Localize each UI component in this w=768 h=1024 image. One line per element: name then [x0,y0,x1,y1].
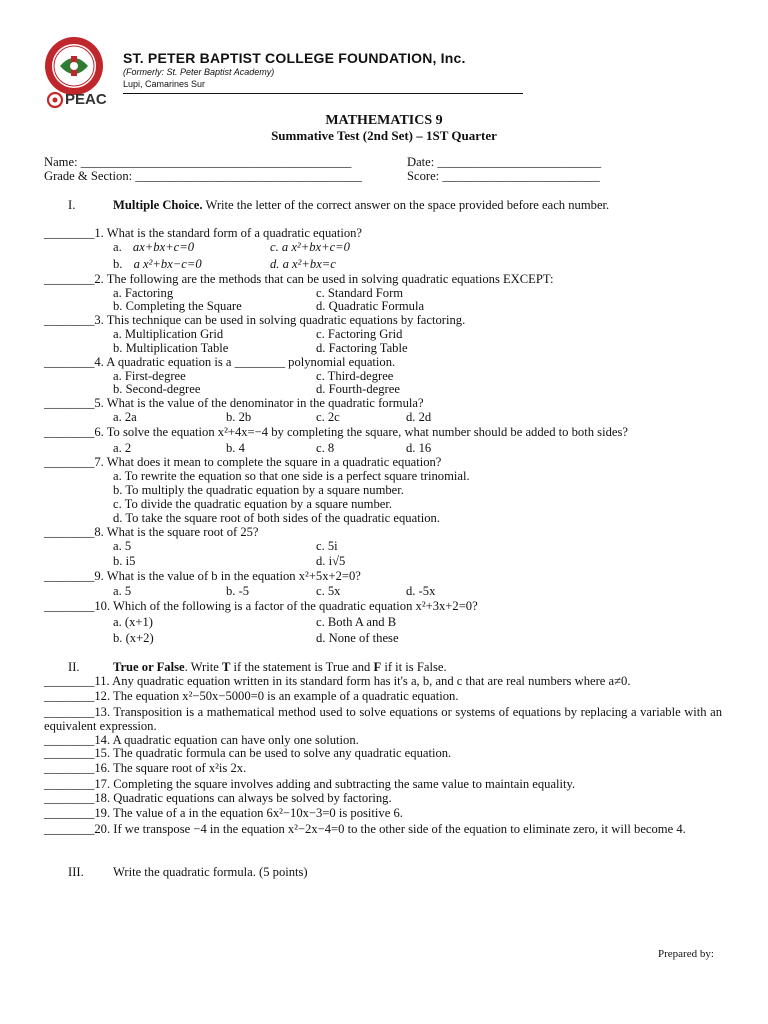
q6-choice-b: b. 4 [226,441,245,455]
q1-choice-b [113,257,202,272]
question-10: ________10. Which of the following is a factor of the quadratic equation x²+3x+2=0? [44,599,478,613]
tf-item-19: ________19. The value of a in the equation 6x²−10x−3=0 is positive 6. [44,806,403,820]
grade-section-field[interactable]: Grade & Section: ____________________________________ [44,169,362,183]
school-location: Lupi, Camarines Sur [123,79,206,89]
q9-choice-c: c. 5x [316,584,341,598]
q4-choice-d: d. Fourth-degree [316,382,400,396]
q1-choice-d: d. a x²+bx=c [270,257,336,271]
q9-choice-a: a. 5 [113,584,132,598]
part2-instruction-pre: . Write [184,660,222,674]
school-name: ST. PETER BAPTIST COLLEGE FOUNDATION, Inc. [123,50,466,66]
tf-item-13: ________13. Transposition is a mathematical method used to solve equations or systems of equations by replacing a variable with an equivalent expression. [44,705,722,733]
q10-choice-d: d. None of these [316,631,399,645]
q10-choice-c: c. Both A and B [316,615,397,629]
part1-instruction: Write the letter of the correct answer on the space provided before each number. [205,198,610,212]
question-3: ________3. This technique can be used in solving quadratic equations by factoring. [44,313,466,327]
q9-choice-b: b. -5 [226,584,250,598]
tf-item-16: ________16. The square root of x²is 2x. [44,761,247,775]
part3-number: III. [68,865,84,879]
tf-item-20: ________20. If we transpose −4 in the equation x²−2x−4=0 to the other side of the equation to eliminate zero, it will become 4. [44,822,686,836]
q2-choice-c: c. Standard Form [316,286,404,300]
test-title: Summative Test (2nd Set) – 1ST Quarter [271,128,497,143]
q1-choice-a [113,240,194,255]
date-field[interactable]: Date: __________________________ [407,155,602,169]
tf-item-15: ________15. The quadratic formula can be used to solve any quadratic equation. [44,746,452,760]
q8-choice-a: a. 5 [113,539,132,553]
question-2: ________2. The following are the methods that can be used in solving quadratic equations EXCEPT: [44,272,554,286]
q7-choice-d: d. To take the square root of both sides of the quadratic equation. [113,511,440,525]
part2-instruction-post: if it is False. [381,660,447,674]
question-9: ________9. What is the value of b in the equation x²+5x+2=0? [44,569,361,583]
part1-heading: Multiple Choice. [113,198,203,212]
former-name: (Formerly: St. Peter Baptist Academy) [123,67,275,77]
tf-item-11: ________11. Any quadratic equation written in its standard form has it's a, b, and c that are real numbers where a≠0. [44,674,631,688]
school-seal [44,36,104,96]
part2-true-letter: T [221,660,231,674]
q2-choice-b: b. Completing the Square [113,299,242,313]
part1-number: I. [68,198,76,212]
part2-false-letter: F [373,660,382,674]
q1-choice-a-letter: a. [113,240,122,254]
question-5: ________5. What is the value of the denominator in the quadratic formula? [44,396,424,410]
q5-choice-a: a. 2a [113,410,137,424]
q2-choice-a: a. Factoring [113,286,174,300]
question-1: ________1. What is the standard form of a quadratic equation? [44,226,363,240]
part3-instruction: Write the quadratic formula. (5 points) [113,865,308,879]
q7-choice-b: b. To multiply the quadratic equation by a square number. [113,483,404,497]
q1-choice-c: c. a x²+bx+c=0 [270,240,350,254]
subject-title: MATHEMATICS 9 [325,113,443,128]
q4-choice-c: c. Third-degree [316,369,394,383]
q1-choice-b-letter: b. [113,257,123,271]
question-7: ________7. What does it mean to complete the square in a quadratic equation? [44,455,442,469]
header-rule [123,93,523,94]
q3-choice-a: a. Multiplication Grid [113,327,224,341]
q5-choice-d: d. 2d [406,410,432,424]
tf-item-12: ________12. The equation x²−50x−5000=0 is an example of a quadratic equation. [44,689,459,703]
part2-number: II. [68,660,80,674]
question-4: ________4. A quadratic equation is a ________ polynomial equation. [44,355,396,369]
q5-choice-c: c. 2c [316,410,340,424]
q4-choice-a: a. First-degree [113,369,186,383]
q7-choice-a: a. To rewrite the equation so that one side is a perfect square trinomial. [113,469,470,483]
q6-choice-a: a. 2 [113,441,132,455]
q1-choice-a-equation: ax+bx+c=0 [132,240,195,254]
q5-choice-b: b. 2b [226,410,252,424]
q10-choice-a: a. (x+1) [113,615,153,629]
q3-choice-d: d. Factoring Table [316,341,408,355]
q1-choice-b-equation: a x²+bx−c=0 [133,257,202,271]
q6-choice-c: c. 8 [316,441,335,455]
peac-logo [47,91,107,108]
q10-choice-b: b. (x+2) [113,631,154,645]
tf-item-14: ________14. A quadratic equation can have only one solution. [44,733,359,747]
q8-choice-c: c. 5i [316,539,338,553]
part1-instructions [113,198,609,213]
q6-choice-d: d. 16 [406,441,432,455]
q7-choice-c: c. To divide the quadratic equation by a square number. [113,497,393,511]
name-field[interactable]: Name: ___________________________________________ [44,155,352,169]
question-8: ________8. What is the square root of 25? [44,525,259,539]
tf-item-17: ________17. Completing the square involves adding and subtracting the same value to maintain equality. [44,777,576,791]
q3-choice-c: c. Factoring Grid [316,327,403,341]
tf-item-18: ________18. Quadratic equations can always be solved by factoring. [44,791,392,805]
q8-choice-d: d. i√5 [316,554,346,568]
part2-instructions [113,660,447,675]
part2-heading: True or False [113,660,185,674]
prepared-by: Prepared by: [658,948,714,960]
score-field[interactable]: Score: _________________________ [407,169,600,183]
peac-icon [47,92,63,108]
part2-instruction-mid: if the statement is True and [230,660,374,674]
q3-choice-b: b. Multiplication Table [113,341,229,355]
peac-text: PEAC [65,91,107,108]
q4-choice-b: b. Second-degree [113,382,201,396]
q9-choice-d: d. -5x [406,584,436,598]
q2-choice-d: d. Quadratic Formula [316,299,425,313]
q8-choice-b: b. i5 [113,554,136,568]
question-6: ________6. To solve the equation x²+4x=−4 by completing the square, what number should be added to both sides? [44,425,628,439]
